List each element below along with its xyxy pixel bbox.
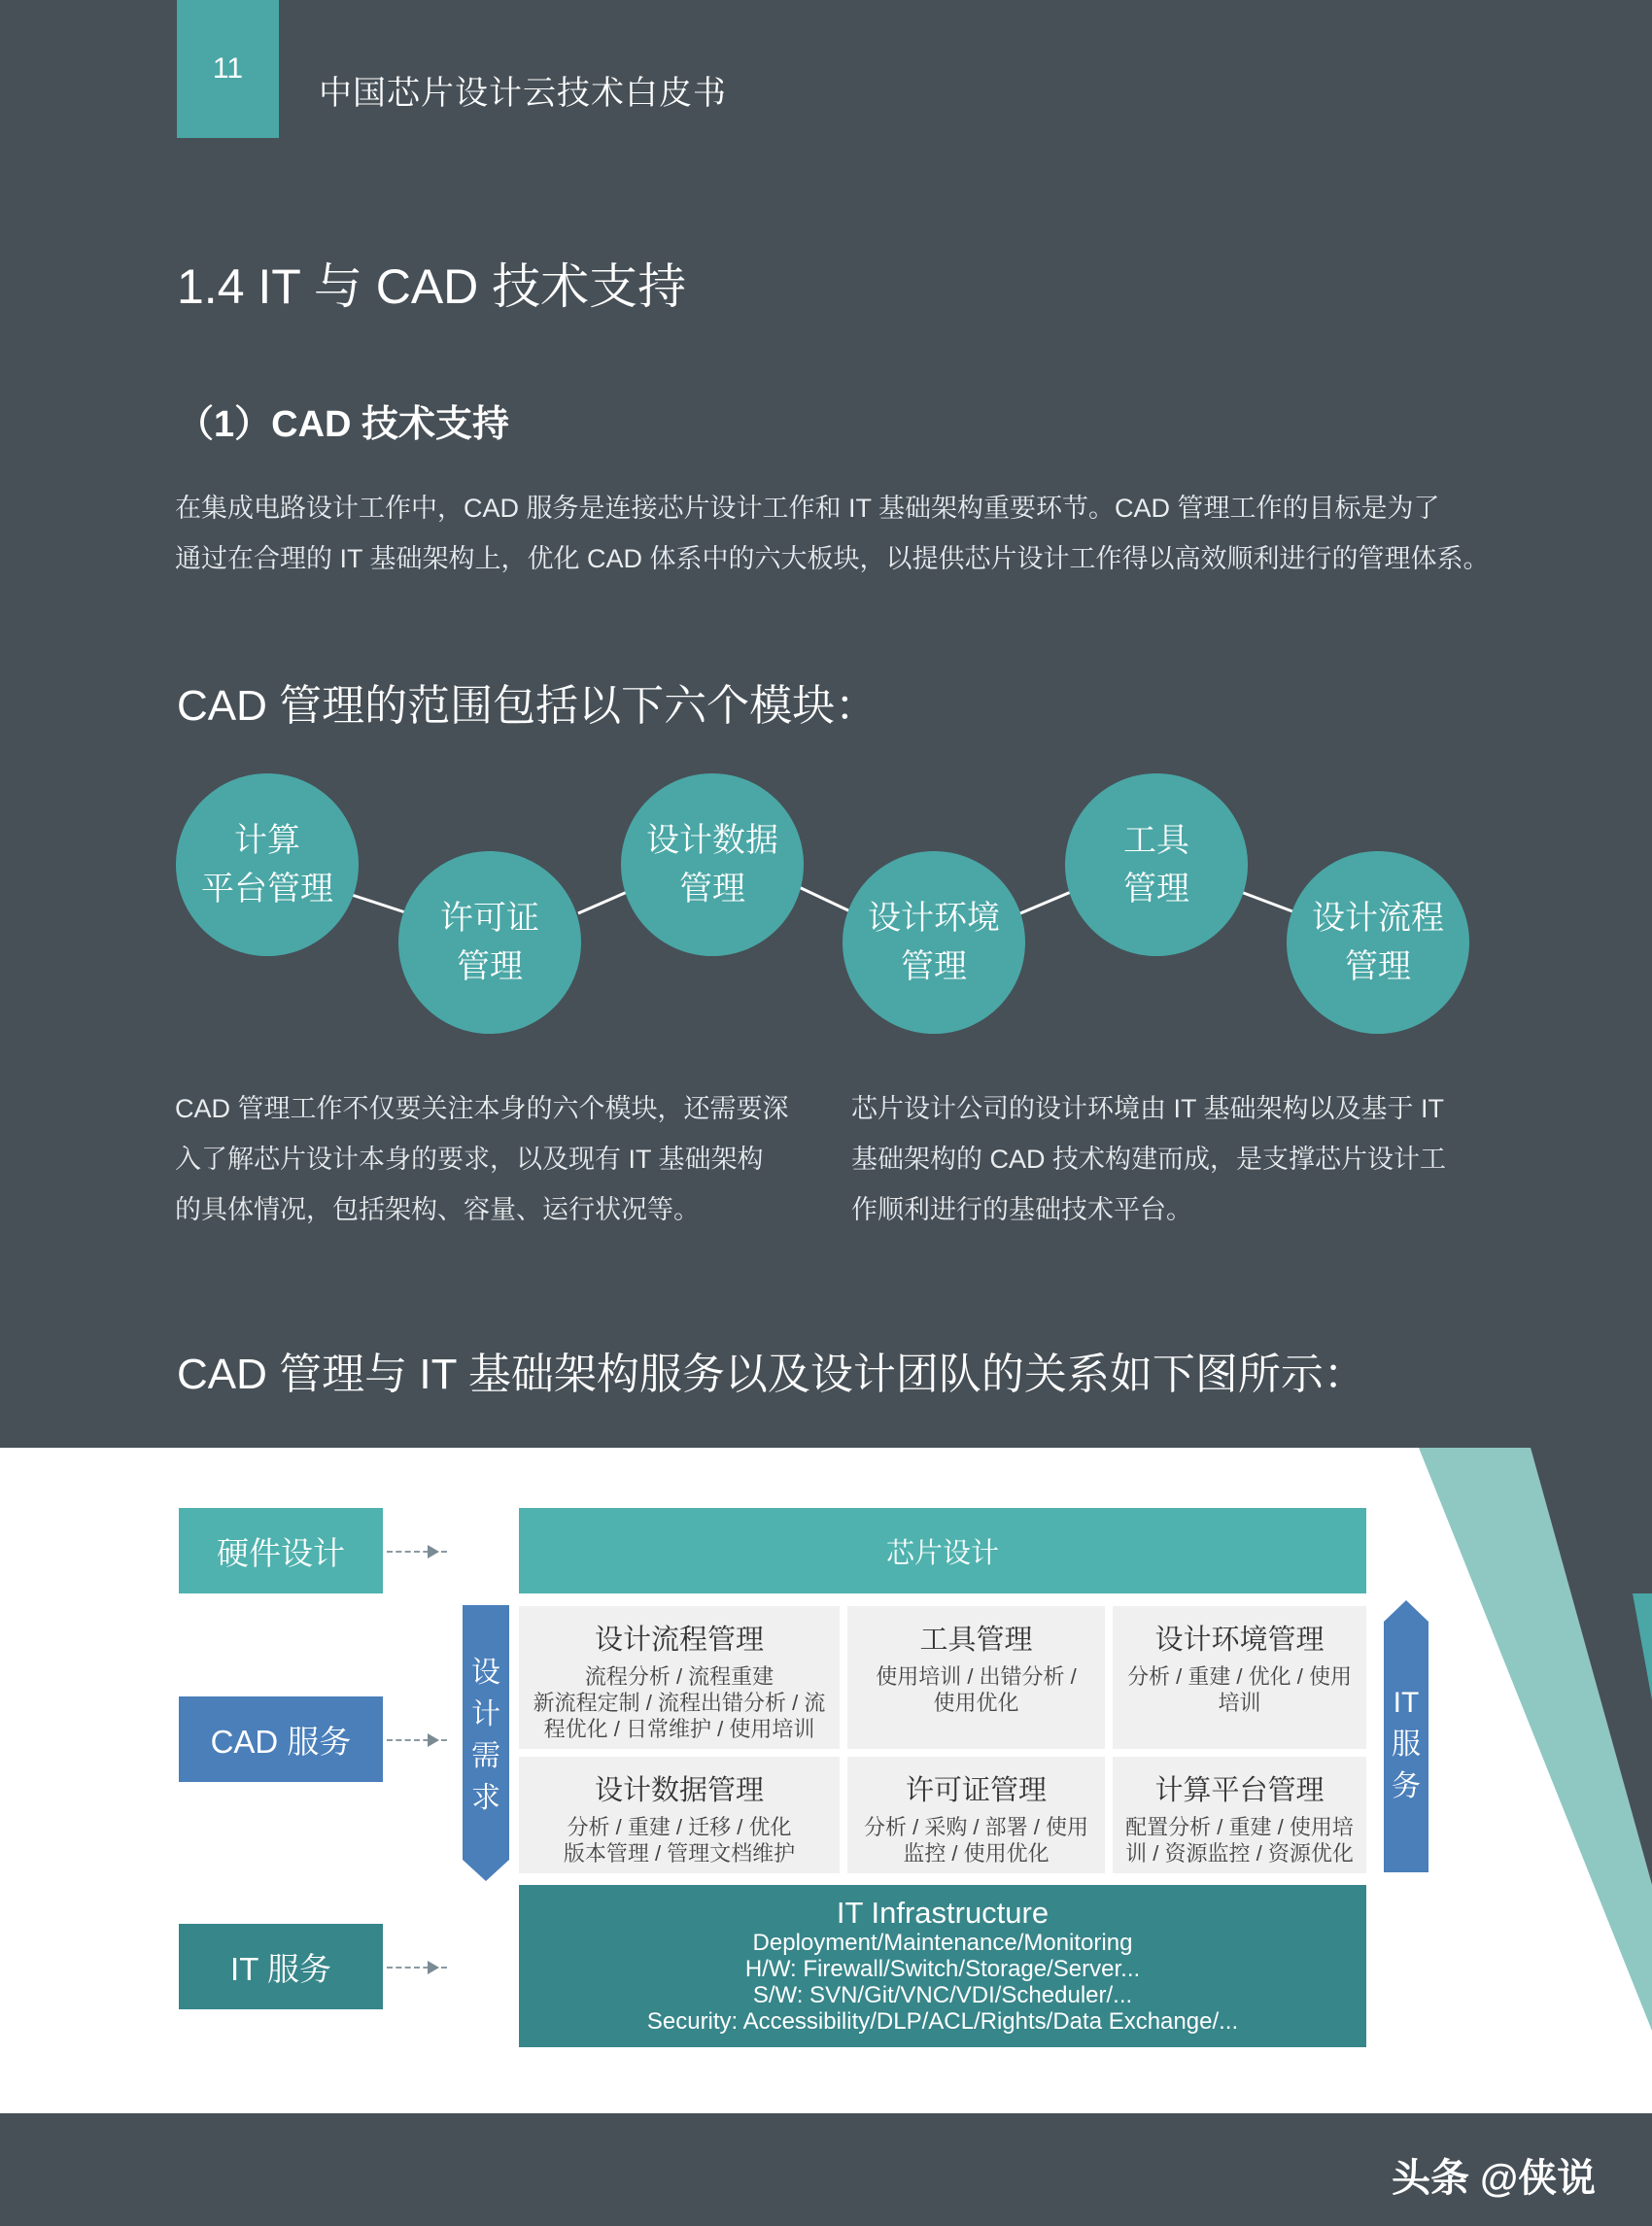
- it-service-char: 务: [1392, 1769, 1421, 1802]
- module-design-flow: [1287, 851, 1469, 1034]
- infra-title: IT Infrastructure: [836, 1896, 1050, 1930]
- page-number: 11: [212, 52, 244, 85]
- subsection-title: （1）CAD 技术支持: [177, 404, 510, 445]
- intro-line: 通过在合理的 IT 基础架构上，优化 CAD 体系中的六大板块，以提供芯片设计工作得以高效顺利进行的管理体系。: [175, 544, 1490, 573]
- section-title: 1.4 IT 与 CAD 技术支持: [177, 259, 687, 314]
- module-label: 设计流程: [1312, 900, 1444, 937]
- desc-left-paragraph: [175, 1083, 807, 1235]
- cell-desc: 流程分析 / 流程重建 新流程定制 / 流程出错分析 / 流 程优化 / 日常维护 / 使用培训: [533, 1664, 826, 1741]
- cell-desc: 分析 / 重建 / 优化 / 使用 培训: [1126, 1664, 1352, 1715]
- module-label: 管理: [1123, 871, 1189, 908]
- desc-line: 作顺利进行的基础技术平台。: [851, 1195, 1192, 1224]
- cell-desc: 分析 / 重建 / 迁移 / 优化 版本管理 / 管理文档维护: [563, 1815, 796, 1866]
- design-needs-char: 设: [471, 1657, 500, 1689]
- module-license: [398, 851, 581, 1034]
- design-needs-char: 需: [471, 1740, 500, 1772]
- cell-design-flow-management: [519, 1606, 840, 1749]
- design-needs-label: [463, 1628, 509, 1842]
- it-service-label: [1384, 1671, 1428, 1817]
- it-service-char: IT: [1393, 1686, 1420, 1719]
- cell-tool-management: [847, 1606, 1105, 1749]
- module-label: 管理: [679, 871, 745, 908]
- cell-title: 设计流程管理: [594, 1625, 764, 1656]
- chip-design-bar: 芯片设计: [519, 1508, 1366, 1593]
- module-compute-platform: [176, 773, 359, 956]
- module-label: 计算: [234, 822, 300, 859]
- module-label: 工具: [1123, 822, 1189, 859]
- module-label: 管理: [457, 948, 523, 985]
- cell-title: 工具管理: [919, 1625, 1033, 1656]
- cell-desc: 使用培训 / 出错分析 / 使用优化: [876, 1664, 1077, 1715]
- design-needs-char: 求: [471, 1782, 500, 1814]
- module-design-data: [621, 773, 804, 956]
- desc-right-paragraph: [851, 1083, 1493, 1235]
- it-service-char: 服: [1392, 1728, 1421, 1761]
- module-design-environment: [843, 851, 1025, 1034]
- cell-desc: 配置分析 / 重建 / 使用培 训 / 资源监控 / 资源优化: [1125, 1815, 1354, 1866]
- desc-line: 入了解芯片设计本身的要求，以及现有 IT 基础架构: [175, 1145, 764, 1174]
- cell-compute-platform-management: [1113, 1757, 1366, 1873]
- infra-line: Deployment/Maintenance/Monitoring: [752, 1930, 1133, 1956]
- module-label: 设计环境: [868, 900, 1000, 937]
- cell-design-environment-management: [1113, 1606, 1366, 1749]
- cell-desc: 分析 / 采购 / 部署 / 使用 监控 / 使用优化: [863, 1815, 1088, 1866]
- cad-service-box: CAD 服务: [179, 1696, 383, 1782]
- arrowhead-icon: [428, 1961, 439, 1974]
- desc-line: 的具体情况，包括架构、容量、运行状况等。: [175, 1195, 700, 1224]
- infra-line: H/W: Firewall/Switch/Storage/Server...: [744, 1956, 1141, 1982]
- arrowhead-icon: [428, 1545, 439, 1558]
- module-label: 管理: [901, 948, 967, 985]
- cell-title: 设计数据管理: [594, 1775, 764, 1806]
- desc-line: CAD 管理工作不仅要关注本身的六个模块，还需要深: [175, 1094, 789, 1123]
- intro-line: 在集成电路设计工作中，CAD 服务是连接芯片设计工作和 IT 基础架构重要环节。CAD 管理工作的目标是为了: [175, 494, 1440, 523]
- cell-title: 许可证管理: [905, 1775, 1047, 1806]
- cell-title: 设计环境管理: [1154, 1625, 1325, 1656]
- cell-title: 计算平台管理: [1154, 1775, 1325, 1806]
- module-label: 平台管理: [201, 871, 333, 908]
- desc-line: 基础架构的 CAD 技术构建而成，是支撑芯片设计工: [851, 1145, 1447, 1174]
- module-label: 许可证: [440, 900, 539, 937]
- it-infrastructure-box: [519, 1885, 1366, 2047]
- module-label: 管理: [1345, 948, 1411, 985]
- cell-license-management: [847, 1757, 1105, 1873]
- it-service-box: IT 服务: [179, 1924, 383, 2009]
- desc-line: 芯片设计公司的设计环境由 IT 基础架构以及基于 IT: [851, 1094, 1445, 1123]
- infra-line: Security: Accessibility/DLP/ACL/Rights/Data Exchange/...: [646, 2008, 1239, 2035]
- doc-title: 中国芯片设计云技术白皮书: [319, 75, 727, 112]
- module-label: 设计数据: [646, 822, 778, 859]
- design-needs-char: 计: [471, 1698, 500, 1730]
- modules-heading: CAD 管理的范围包括以下六个模块：: [177, 682, 878, 730]
- hardware-design-box: 硬件设计: [179, 1508, 383, 1593]
- infra-line: S/W: SVN/Git/VNC/VDI/Scheduler/...: [752, 1982, 1133, 2008]
- cell-design-data-management: [519, 1757, 840, 1873]
- arrowhead-icon: [428, 1733, 439, 1747]
- watermark: 头条 @侠说: [1392, 2157, 1597, 2200]
- module-tools: [1065, 773, 1248, 956]
- relation-heading: CAD 管理与 IT 基础架构服务以及设计团队的关系如下图所示：: [177, 1351, 1366, 1398]
